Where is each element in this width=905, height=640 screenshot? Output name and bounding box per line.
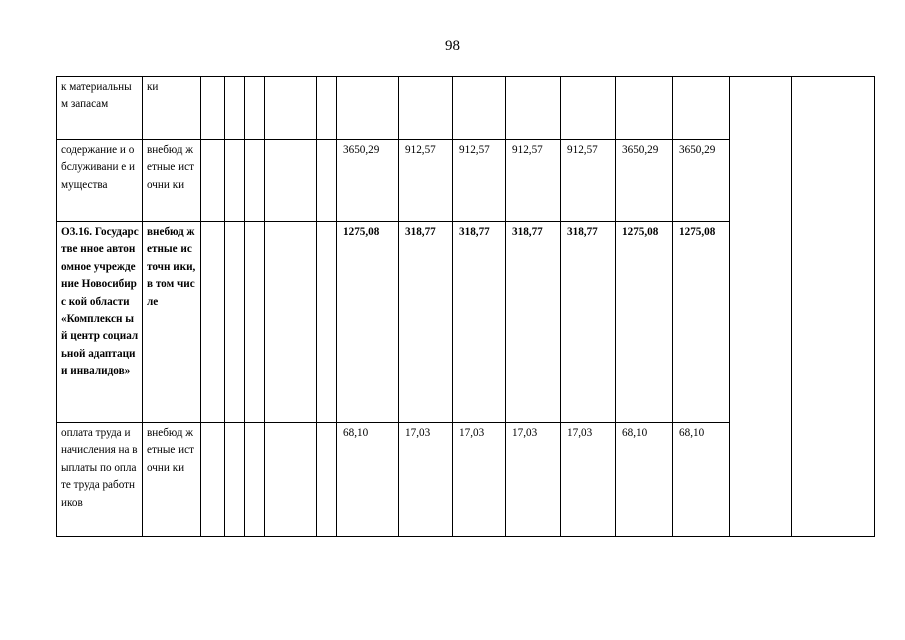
empty-cell xyxy=(317,222,337,423)
value-cell xyxy=(506,77,561,140)
value-cell: 3650,29 xyxy=(616,140,673,222)
value-cell: 1275,08 xyxy=(337,222,399,423)
empty-cell xyxy=(317,140,337,222)
value-cell xyxy=(673,77,730,140)
empty-cell xyxy=(225,140,245,222)
value-cell: 1275,08 xyxy=(673,222,730,423)
value-cell: 318,77 xyxy=(561,222,616,423)
empty-cell xyxy=(201,423,225,537)
value-cell xyxy=(453,77,506,140)
page-number: 98 xyxy=(445,38,460,54)
empty-cell xyxy=(201,77,225,140)
empty-cell xyxy=(265,222,317,423)
empty-merged-cell xyxy=(730,77,792,537)
table-row xyxy=(57,77,875,140)
value-cell: 318,77 xyxy=(453,222,506,423)
value-cell: 912,57 xyxy=(506,140,561,222)
value-cell: 17,03 xyxy=(561,423,616,537)
row-name-cell: содержание и обслуживани е имущества xyxy=(57,140,143,222)
empty-cell xyxy=(245,77,265,140)
funding-source-cell: внебюд жетные источни ки xyxy=(143,423,201,537)
value-cell: 68,10 xyxy=(337,423,399,537)
value-cell: 68,10 xyxy=(616,423,673,537)
empty-cell xyxy=(265,423,317,537)
row-name-cell: к материальны м запасам xyxy=(57,77,143,140)
funding-source-cell: внебюд жетные источн ики, в том числе xyxy=(143,222,201,423)
value-cell: 1275,08 xyxy=(616,222,673,423)
value-cell: 68,10 xyxy=(673,423,730,537)
value-cell: 17,03 xyxy=(453,423,506,537)
value-cell: 3650,29 xyxy=(337,140,399,222)
value-cell: 3650,29 xyxy=(673,140,730,222)
value-cell: 318,77 xyxy=(399,222,453,423)
empty-cell xyxy=(245,140,265,222)
empty-cell xyxy=(201,222,225,423)
value-cell xyxy=(616,77,673,140)
value-cell xyxy=(561,77,616,140)
empty-cell xyxy=(317,423,337,537)
funding-source-cell: внебюд жетные источни ки xyxy=(143,140,201,222)
empty-cell xyxy=(245,222,265,423)
funding-source-cell: ки xyxy=(143,77,201,140)
empty-cell xyxy=(225,423,245,537)
row-name-cell: О3.16. Государстве нное автономное учреждение Новосибирс кой области «Комплексн ый центр социальной адаптации инвалидов» xyxy=(57,222,143,423)
value-cell: 318,77 xyxy=(506,222,561,423)
value-cell: 17,03 xyxy=(506,423,561,537)
value-cell: 912,57 xyxy=(399,140,453,222)
empty-cell xyxy=(265,77,317,140)
budget-table xyxy=(56,76,875,537)
value-cell: 912,57 xyxy=(561,140,616,222)
value-cell: 912,57 xyxy=(453,140,506,222)
empty-cell xyxy=(245,423,265,537)
empty-cell xyxy=(225,77,245,140)
empty-cell xyxy=(317,77,337,140)
value-cell: 17,03 xyxy=(399,423,453,537)
empty-cell xyxy=(225,222,245,423)
empty-merged-cell xyxy=(792,77,875,537)
row-name-cell: оплата труда и начисления на выплаты по оплате труда работников xyxy=(57,423,143,537)
empty-cell xyxy=(265,140,317,222)
value-cell xyxy=(337,77,399,140)
value-cell xyxy=(399,77,453,140)
empty-cell xyxy=(201,140,225,222)
